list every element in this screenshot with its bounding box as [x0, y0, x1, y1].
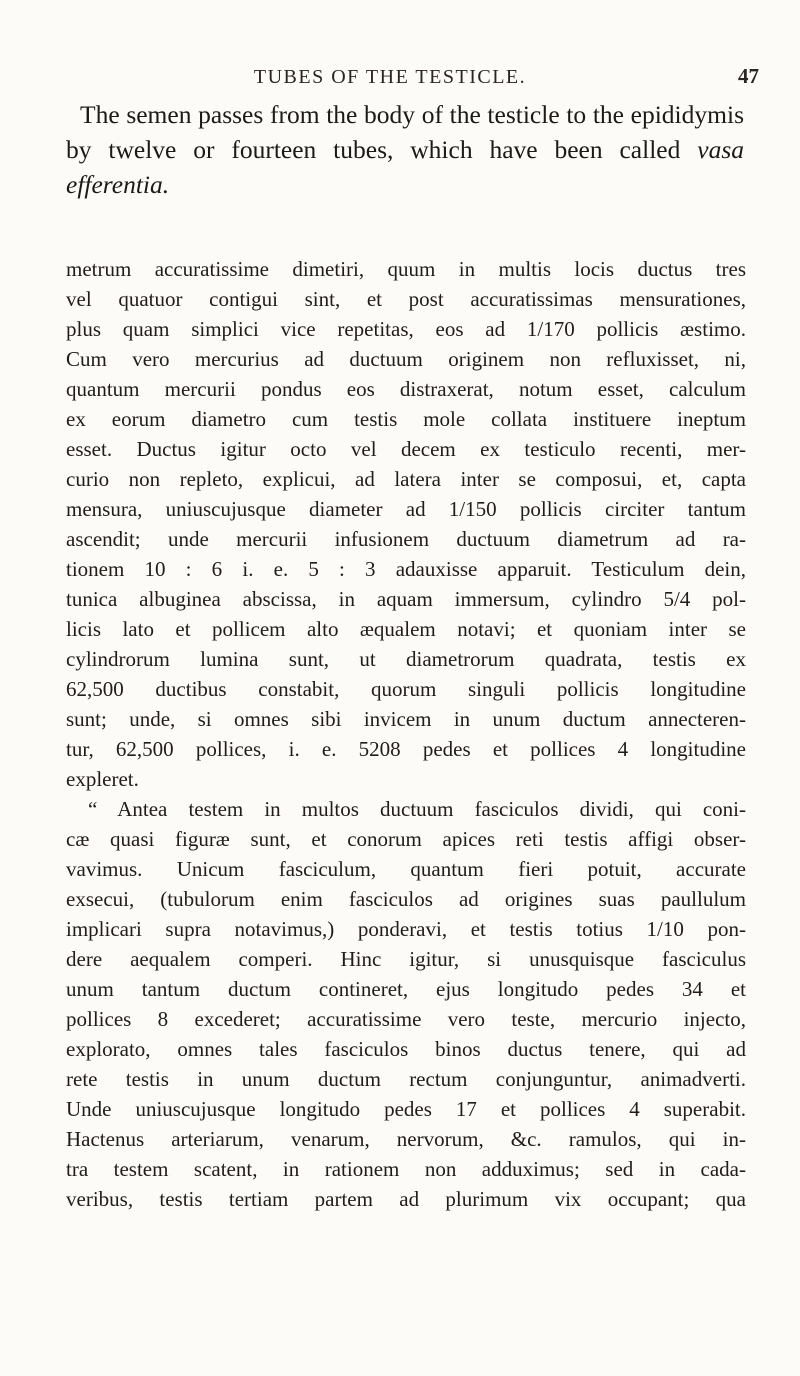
- text-line: licis lato et pollicem alto æqualem notavi; et quoniam inter se: [66, 617, 746, 641]
- text-line: esset. Ductus igitur octo vel decem ex testiculo recenti, mer-: [66, 437, 746, 461]
- text-line: expleret.: [66, 767, 139, 791]
- text-line: ascendit; unde mercurii infusionem ductuum diametrum ad ra-: [66, 527, 746, 551]
- text-line: cylindrorum lumina sunt, ut diametrorum quadrata, testis ex: [66, 647, 746, 671]
- page-number: 47: [738, 64, 759, 88]
- text-line: exsecui, (tubulorum enim fasciculos ad origines suas paullulum: [66, 887, 746, 911]
- text-line: 62,500 ductibus constabit, quorum singuli pollicis longitudine: [66, 677, 746, 701]
- text-line: ex eorum diametro cum testis mole collata instituere ineptum: [66, 407, 746, 431]
- text-line: tunica albuginea abscissa, in aquam immersum, cylindro 5/4 pol-: [66, 587, 746, 611]
- text-line: “ Antea testem in multos ductuum fasciculos dividi, qui coni-: [88, 797, 746, 821]
- text-line: dere aequalem comperi. Hinc igitur, si unusquisque fasciculus: [66, 947, 746, 971]
- lead-text: The semen passes from the body of the testicle to the epididymis by twelve or fourteen tubes, which have been called: [66, 100, 744, 164]
- text-line: pollices 8 excederet; accuratissime vero teste, mercurio injecto,: [66, 1007, 746, 1031]
- text-line: veribus, testis tertiam partem ad plurimum vix occupant; qua: [66, 1187, 746, 1211]
- text-line: tur, 62,500 pollices, i. e. 5208 pedes et pollices 4 longitudine: [66, 737, 746, 761]
- text-line: curio non repleto, explicui, ad latera inter se composui, et, capta: [66, 467, 746, 491]
- lead-paragraph: [66, 97, 744, 202]
- text-line: tionem 10 : 6 i. e. 5 : 3 adauxisse apparuit. Testiculum dein,: [66, 557, 746, 581]
- text-line: vavimus. Unicum fasciculum, quantum fieri potuit, accurate: [66, 857, 746, 881]
- text-line: plus quam simplici vice repetitas, eos ad 1/170 pollicis æstimo.: [66, 317, 746, 341]
- text-line: unum tantum ductum contineret, ejus longitudo pedes 34 et: [66, 977, 746, 1001]
- latin-quotation: [66, 254, 746, 1214]
- text-line: mensura, uniuscujusque diameter ad 1/150 pollicis circiter tantum: [66, 497, 746, 521]
- text-line: Hactenus arteriarum, venarum, nervorum, &c. ramulos, qui in-: [66, 1127, 746, 1151]
- text-line: vel quatuor contigui sint, et post accuratissimas mensurationes,: [66, 287, 746, 311]
- text-line: Cum vero mercurius ad ductuum originem non refluxisset, ni,: [66, 347, 746, 371]
- lead-italic-term: vasa efferentia.: [66, 135, 744, 199]
- text-line: Unde uniuscujusque longitudo pedes 17 et pollices 4 superabit.: [66, 1097, 746, 1121]
- text-line: metrum accuratissime dimetiri, quum in multis locis ductus tres: [66, 257, 746, 281]
- text-line: quantum mercurii pondus eos distraxerat, notum esset, calculum: [66, 377, 746, 401]
- running-title: TUBES OF THE TESTICLE.: [253, 66, 527, 88]
- text-line: explorato, omnes tales fasciculos binos ductus tenere, qui ad: [66, 1037, 746, 1061]
- text-line: implicari supra notavimus,) ponderavi, et testis totius 1/10 pon-: [66, 917, 746, 941]
- text-line: sunt; unde, si omnes sibi invicem in unum ductum annecteren-: [66, 707, 746, 731]
- text-line: tra testem scatent, in rationem non adduximus; sed in cada-: [66, 1157, 746, 1181]
- text-line: cæ quasi figuræ sunt, et conorum apices reti testis affigi obser-: [66, 827, 746, 851]
- text-line: rete testis in unum ductum rectum conjunguntur, animadverti.: [66, 1067, 746, 1091]
